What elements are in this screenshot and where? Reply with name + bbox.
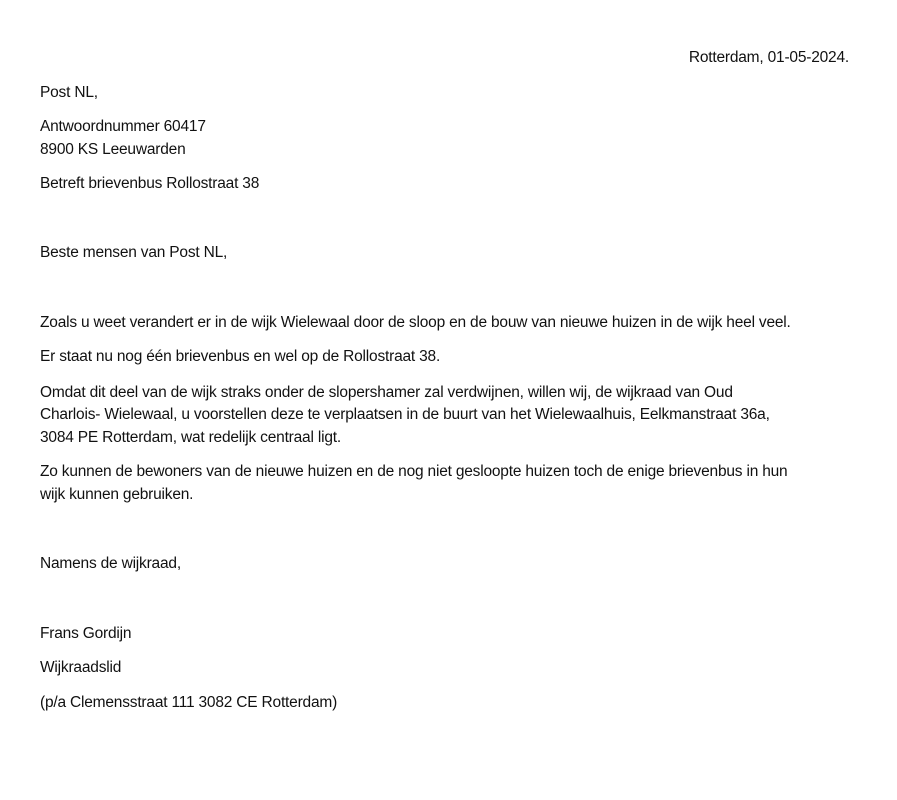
recipient-name: Post NL,	[40, 84, 98, 101]
signature-name: Frans Gordijn	[40, 625, 132, 642]
paragraph-4-line-1: Zo kunnen de bewoners van de nieuwe huizen en de nog niet gesloopte huizen toch de enige brievenbus in hun	[40, 463, 788, 480]
signature-role: Wijkraadslid	[40, 659, 122, 676]
paragraph-2: Er staat nu nog één brievenbus en wel op de Rollostraat 38.	[40, 348, 441, 365]
paragraph-4-line-2: wijk kunnen gebruiken.	[40, 486, 194, 503]
paragraph-3-line-1: Omdat dit deel van de wijk straks onder de slopershamer zal verdwijnen, willen wij, de wijkraad van Oud	[40, 384, 733, 401]
paragraph-3-line-3: 3084 PE Rotterdam, wat redelijk centraal ligt.	[40, 429, 341, 446]
closing-phrase: Namens de wijkraad,	[40, 555, 181, 572]
paragraph-3-line-2: Charlois- Wielewaal, u voorstellen deze te verplaatsen in de buurt van het Wielewaalhuis, Eelkmanstraat 36a,	[40, 406, 770, 423]
signature-address: (p/a Clemensstraat 111 3082 CE Rotterdam)	[40, 694, 338, 711]
recipient-address-line1: Antwoordnummer 60417	[40, 118, 206, 135]
letter-date: Rotterdam, 01-05-2024.	[688, 49, 849, 66]
subject-line: Betreft brievenbus Rollostraat 38	[40, 175, 260, 192]
paragraph-1: Zoals u weet verandert er in de wijk Wielewaal door de sloop en de bouw van nieuwe huizen in de wijk heel veel.	[40, 314, 791, 331]
salutation: Beste mensen van Post NL,	[40, 244, 228, 261]
recipient-address-line2: 8900 KS Leeuwarden	[40, 141, 186, 158]
